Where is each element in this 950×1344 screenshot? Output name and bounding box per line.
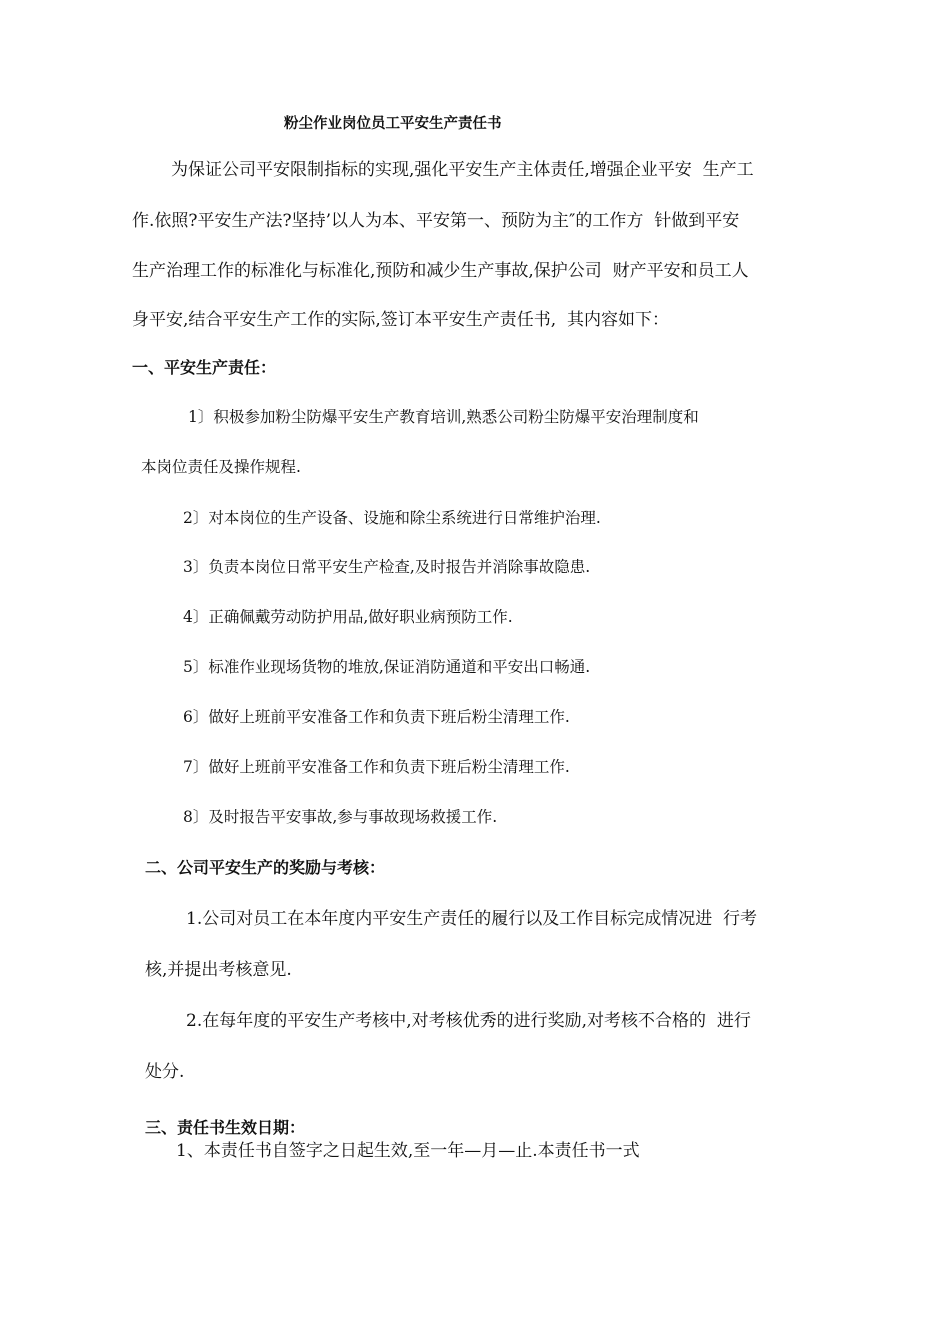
document-title: 粉尘作业岗位员工平安生产责任书 (284, 116, 502, 132)
section-heading: 三、责任书生效日期： (145, 1118, 306, 1137)
responsibility-item: 8〕及时报告平安事故,参与事故现场救援工作. (183, 808, 498, 826)
intro-line: 身平安,结合平安生产工作的实际,签订本平安生产责任书, 其内容如下： (132, 310, 670, 330)
responsibility-item: 7〕做好上班前平安准备工作和负责下班后粉尘清理工作. (183, 758, 570, 776)
responsibility-item: 4〕正确佩戴劳动防护用品,做好职业病预防工作. (183, 608, 513, 626)
intro-line: 作.依照?平安生产法?坚持’以人为本、平安第一、预防为主″的工作方 针做到平安 (132, 211, 740, 231)
section-heading: 一、平安生产责任： (132, 358, 277, 377)
assessment-item-continuation: 处分. (145, 1062, 185, 1082)
assessment-item: 1.公司对员工在本年度内平安生产责任的履行以及工作目标完成情况进 行考 (186, 909, 758, 929)
responsibility-item: 3〕负责本岗位日常平安生产检查,及时报告并消除事故隐患. (183, 558, 591, 576)
responsibility-item: 5〕标准作业现场货物的堆放,保证消防通道和平安出口畅通. (183, 658, 591, 676)
intro-line: 生产治理工作的标准化与标准化,预防和减少生产事故,保护公司 财产平安和员工人 (132, 261, 749, 281)
assessment-item-continuation: 核,并提出考核意见. (145, 960, 292, 980)
effective-date-item: 1、本责任书自签字之日起生效,至一年—月—止.本责任书一式 (176, 1141, 640, 1161)
assessment-item: 2.在每年度的平安生产考核中,对考核优秀的进行奖励,对考核不合格的 进行 (186, 1011, 751, 1031)
responsibility-item: 6〕做好上班前平安准备工作和负责下班后粉尘清理工作. (183, 708, 570, 726)
section-heading: 二、公司平安生产的奖励与考核： (145, 858, 386, 877)
responsibility-item-continuation: 本岗位责任及操作规程. (141, 458, 301, 476)
responsibility-item: 2〕对本岗位的生产设备、设施和除尘系统进行日常维护治理. (183, 509, 601, 527)
intro-line: 为保证公司平安限制指标的实现,强化平安生产主体责任,增强企业平安 生产工 (171, 160, 754, 180)
responsibility-item: 1〕积极参加粉尘防爆平安生产教育培训,熟悉公司粉尘防爆平安治理制度和 (188, 408, 699, 426)
